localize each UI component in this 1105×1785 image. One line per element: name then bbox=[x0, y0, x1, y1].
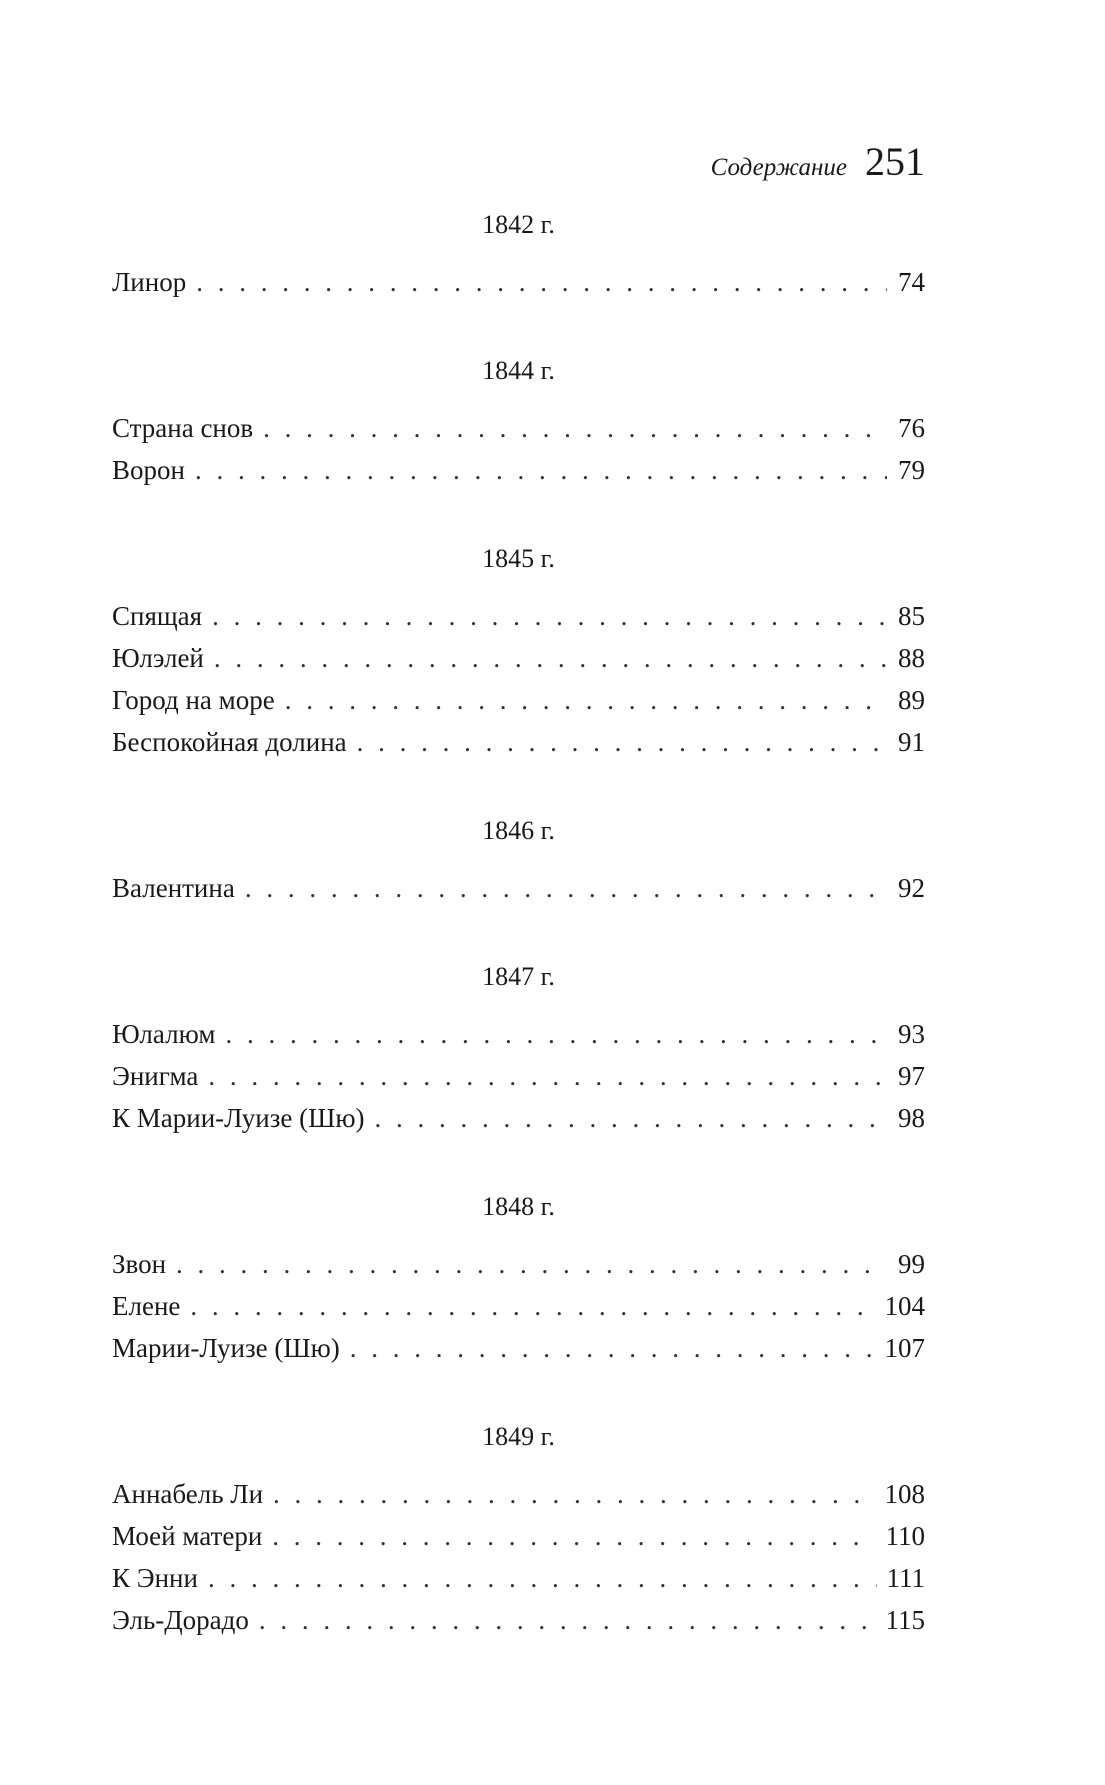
entry-page: 107 bbox=[884, 1333, 925, 1363]
toc-entry bbox=[112, 1473, 925, 1515]
year-heading: 1845 г. bbox=[482, 544, 555, 573]
toc-entry bbox=[112, 1097, 925, 1139]
dot-leader bbox=[259, 1599, 876, 1641]
running-title: Содержание bbox=[710, 154, 847, 181]
entry-title: Энигма bbox=[112, 1061, 199, 1091]
toc-entry bbox=[112, 1599, 925, 1641]
dot-leader bbox=[350, 1327, 875, 1369]
dot-leader bbox=[190, 1285, 874, 1327]
dot-leader bbox=[245, 867, 887, 909]
entry-title: Моей матери bbox=[112, 1521, 263, 1551]
dot-leader bbox=[375, 1097, 887, 1139]
toc-entry bbox=[112, 1243, 925, 1285]
entry-page: 76 bbox=[898, 413, 925, 443]
entry-title: Елене bbox=[112, 1291, 181, 1321]
dot-leader bbox=[176, 1243, 887, 1285]
dot-leader bbox=[196, 261, 887, 303]
entry-page: 74 bbox=[898, 267, 925, 297]
entry-page: 98 bbox=[898, 1103, 925, 1133]
entry-title: Город на море bbox=[112, 685, 275, 715]
entry-title: Звон bbox=[112, 1249, 167, 1279]
entry-title: К Энни bbox=[112, 1563, 198, 1593]
toc-entry bbox=[112, 261, 925, 303]
dot-leader bbox=[225, 1013, 887, 1055]
toc-entry bbox=[112, 867, 925, 909]
entry-page: 92 bbox=[898, 873, 925, 903]
toc-entry bbox=[112, 1327, 925, 1369]
entry-title: Аннабель Ли bbox=[112, 1479, 264, 1509]
entry-title: Спящая bbox=[112, 601, 203, 631]
entry-title: Валентина bbox=[112, 873, 235, 903]
entry-title: Марии-Луизе (Шю) bbox=[112, 1333, 340, 1363]
toc-entry bbox=[112, 1013, 925, 1055]
toc-entry bbox=[112, 637, 925, 679]
year-heading: 1849 г. bbox=[482, 1422, 555, 1451]
dot-leader bbox=[357, 721, 887, 763]
toc-entry bbox=[112, 679, 925, 721]
dot-leader bbox=[285, 679, 887, 721]
entry-page: 110 bbox=[885, 1521, 925, 1551]
toc-entry bbox=[112, 1515, 925, 1557]
toc-entry bbox=[112, 1557, 925, 1599]
entry-title: Юлалюм bbox=[112, 1019, 216, 1049]
dot-leader bbox=[214, 637, 887, 679]
entry-page: 111 bbox=[886, 1563, 925, 1593]
entry-page: 115 bbox=[885, 1605, 925, 1635]
year-heading: 1847 г. bbox=[482, 962, 555, 991]
entry-page: 97 bbox=[898, 1061, 925, 1091]
entry-page: 85 bbox=[898, 601, 925, 631]
entry-title: Юлэлей bbox=[112, 643, 204, 673]
year-heading: 1844 г. bbox=[482, 356, 555, 385]
toc-entry bbox=[112, 1285, 925, 1327]
dot-leader bbox=[208, 1055, 887, 1097]
dot-leader bbox=[273, 1473, 874, 1515]
entry-title: Ворон bbox=[112, 455, 185, 485]
entry-title: К Марии-Луизе (Шю) bbox=[112, 1103, 365, 1133]
year-heading: 1846 г. bbox=[482, 816, 555, 845]
entry-title: Эль-Дорадо bbox=[112, 1605, 249, 1635]
entry-page: 104 bbox=[884, 1291, 925, 1321]
table-of-contents bbox=[112, 205, 925, 1641]
toc-entry bbox=[112, 721, 925, 763]
toc-entry bbox=[112, 1055, 925, 1097]
page-number: 251 bbox=[865, 139, 925, 184]
dot-leader bbox=[195, 449, 887, 491]
year-heading: 1842 г. bbox=[482, 210, 555, 239]
running-head bbox=[711, 138, 925, 185]
entry-page: 93 bbox=[898, 1019, 925, 1049]
year-heading: 1848 г. bbox=[482, 1192, 555, 1221]
entry-page: 99 bbox=[898, 1249, 925, 1279]
entry-page: 89 bbox=[898, 685, 925, 715]
entry-page: 88 bbox=[898, 643, 925, 673]
entry-title: Линор bbox=[112, 267, 187, 297]
entry-page: 91 bbox=[898, 727, 925, 757]
dot-leader bbox=[212, 595, 887, 637]
entry-title: Страна снов bbox=[112, 413, 254, 443]
toc-entry bbox=[112, 449, 925, 491]
entry-page: 108 bbox=[884, 1479, 925, 1509]
entry-title: Беспокойная долина bbox=[112, 727, 347, 757]
toc-entry bbox=[112, 407, 925, 449]
dot-leader bbox=[272, 1515, 875, 1557]
entry-page: 79 bbox=[898, 455, 925, 485]
toc-entry bbox=[112, 595, 925, 637]
dot-leader bbox=[263, 407, 887, 449]
dot-leader bbox=[208, 1557, 877, 1599]
